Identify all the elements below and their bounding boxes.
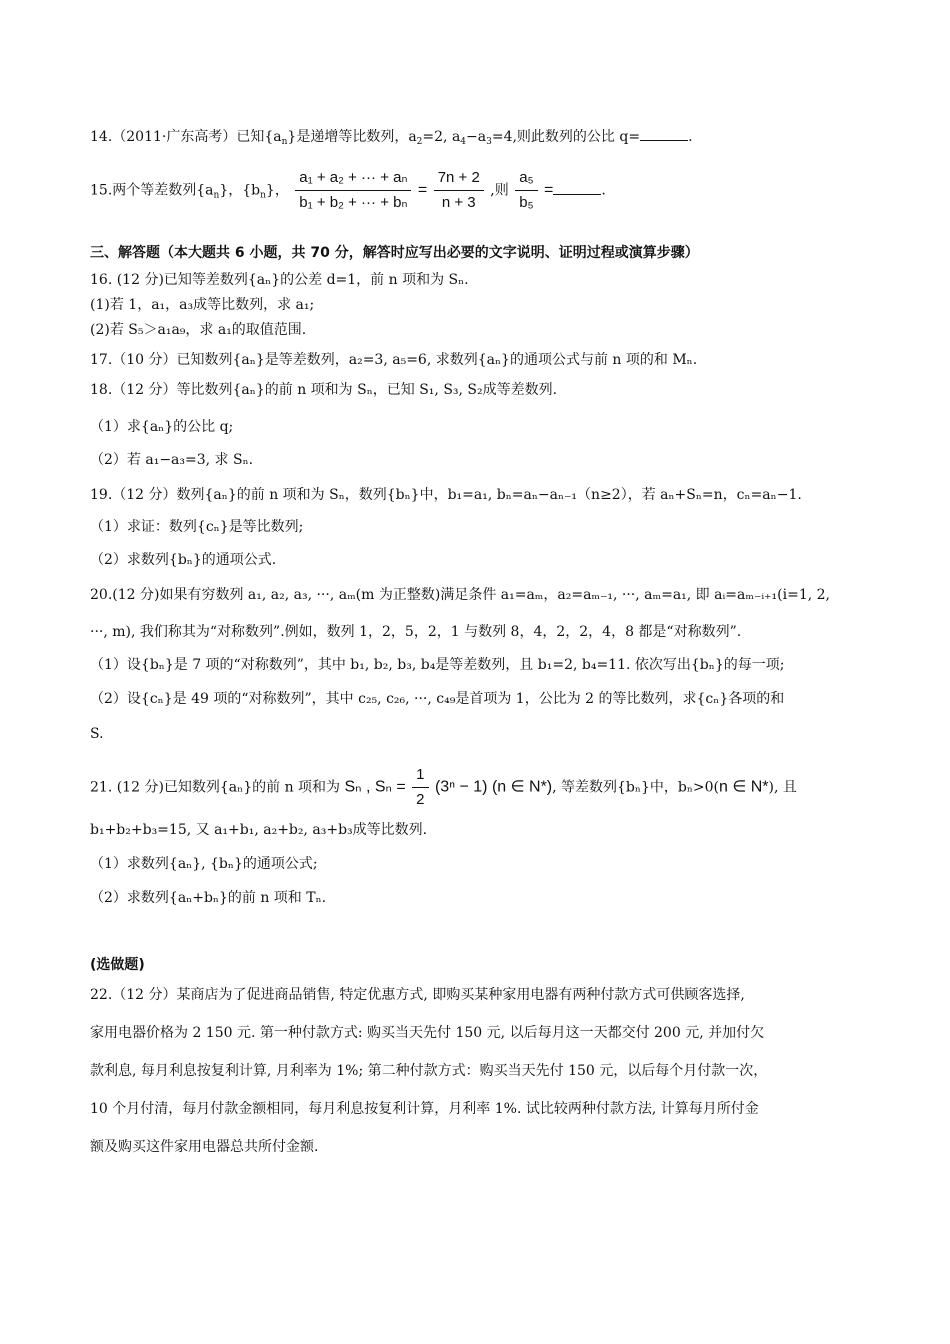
fraction-denominator: b₅ [519,194,534,211]
fraction-numerator: 7n + 2 [434,168,484,191]
optional-heading: (选做题) [90,957,145,973]
q15-text-c: }， [265,182,289,199]
q15-fraction-ratio [434,168,484,213]
section-heading: 三、解答题（本大题共 6 小题，共 70 分，解答时应写出必要的文字说明、证明过程或演算步骤） [90,245,699,261]
question-20-part-2: （2）设{cₙ}是 49 项的“对称数列”，其中 c₂₅, c₂₆, ···, c₄₉是首项为 1，公比为 2 的等比数列，求{cₙ}各项的和 [90,691,785,707]
question-21-part-1: （1）求数列{aₙ}, {bₙ}的通项公式; [90,856,318,872]
question-15: 15.两个等差数列$\{a_n\}$，$\{b_n\}$， $\frac{\text{a₁ + a₂ + ··· + aₙ}}{\text{b₁ + b₂ + ··· + bₙ}}$ = $\frac{7n + 2}{n + 3}$ ,则 $\frac{\text{a₅}}{\text{b₅}}$ = . [90,169,606,211]
question-20: 20.(12 分)如果有穷数列 a₁, a₂, a₃, ···, aₘ(m 为正整数)满足条件 a₁=aₘ，a₂=aₘ₋₁, ···, aₘ=a₁, 即 aᵢ=aₘ₋ᵢ₊₁(i=1, 2, [90,587,831,603]
answer-blank [640,128,688,141]
q15-end: . [601,182,606,199]
q21-mid: , 等差数列{bₙ}中，bₙ>0( [552,779,719,796]
q14-text-c: =2, a [422,129,461,145]
question-20-part-1: （1）设{bₙ}是 7 项的“对称数列”，其中 b₁, b₂, b₃, b₄是等差数列，且 b₁=2, b₄=11. 依次写出{bₙ}的每一项; [90,657,785,673]
question-18-part-2: （2）若 a₁−a₃=3, 求 Sₙ. [90,452,254,468]
question-18: 18.（12 分）等比数列{aₙ}的前 n 项和为 Sₙ，已知 S₁, S₃, S₂成等差数列. [90,382,558,398]
question-20-part-2-cont: S. [90,726,104,742]
question-22-cont-2: 款利息, 每月利息按复利计算, 月利率为 1%; 第二种付款方式：购买当天先付 150 元，以后每个月付款一次， [90,1063,768,1079]
q21-condition: (n ∈ N*) [491,778,553,796]
q21-expression: (3ⁿ − 1) [434,778,488,796]
question-16: 16. (12 分)已知等差数列{aₙ}的公差 d=1，前 n 项和为 Sₙ. [90,272,469,288]
q15-then: ,则 [490,182,509,199]
q15-fraction-sums [295,168,411,213]
answer-blank [553,182,601,195]
q21-sn-formula: Sₙ , Sₙ = [344,778,411,796]
fraction-numerator: 1 [412,765,428,788]
question-17: 17.（10 分）已知数列{aₙ}是等差数列，a₂=3, a₅=6, 求数列{aₙ}的通项公式与前 n 项的和 Mₙ. [90,352,698,368]
question-21-cont: b₁+b₂+b₃=15, 又 a₁+b₁, a₂+b₂, a₃+b₃成等比数列. [90,822,428,838]
question-19-part-2: （2）求数列{bₙ}的通项公式. [90,552,277,568]
question-16-part-1: (1)若 1，a₁，a₃成等比数列，求 a₁; [90,297,315,313]
q14-text-e: =4,则此数列的公比 q= [491,129,641,145]
question-22-cont-1: 家用电器价格为 2 150 元. 第一种付款方式: 购买当天先付 150 元, 以后每月这一天都交付 200 元, 并加付欠 [90,1025,765,1041]
q21-end: ), 且 [768,779,797,796]
q14-text-d: −a [466,129,487,145]
fraction-denominator: b₁ + b₂ + ··· + bₙ [299,194,408,211]
question-19-part-1: （1）求证：数列{cₙ}是等比数列; [90,519,304,535]
question-16-part-2: (2)若 S₅＞a₁a₉，求 a₁的取值范围. [90,322,307,338]
q14-end: . [688,129,693,145]
fraction-denominator: n + 3 [441,194,476,211]
q21-condition-2: n ∈ N* [718,778,769,796]
question-22: 22.（12 分）某商店为了促进商品销售, 特定优惠方式, 即购买某种家用电器有两种付款方式可供顾客选择, [90,987,745,1003]
q14-text-b: }是递增等比数列，a [287,129,417,145]
question-22-cont-4: 额及购买这件家用电器总共所付金额. [90,1139,319,1155]
question-18-part-1: （1）求{aₙ}的公比 q; [90,419,234,435]
q15-text-b: }，{b [219,182,261,199]
question-19: 19.（12 分）数列{aₙ}的前 n 项和为 Sₙ，数列{bₙ}中，b₁=a₁, bₙ=aₙ−aₙ₋₁（n≥2），若 aₙ+Sₙ=n，cₙ=aₙ−1. [90,487,802,503]
q21-text: 21. (12 分)已知数列{aₙ}的前 n 项和为 [90,779,341,796]
question-22-cont-3: 10 个月付清，每月付款金额相同，每月利息按复利计算，月利率 1%. 试比较两种付款方法, 计算每月所付金 [90,1101,759,1117]
q14-text: 14.（2011·广东高考）已知{a [90,129,282,145]
question-21-part-2: （2）求数列{aₙ+bₙ}的前 n 项和 Tₙ. [90,890,327,906]
q15-fraction-a5-b5 [515,168,537,213]
question-20-cont: ···, m), 我们称其为“对称数列”.例如，数列 1，2，5，2，1 与数列 8，4，2，2，4，8 都是“对称数列”. [90,624,742,640]
fraction-denominator: 2 [416,791,425,808]
fraction-numerator: a₁ + a₂ + ··· + aₙ [295,168,411,191]
question-14: 14.（2011·广东高考）已知$\{a_n\}$是递增等比数列，$a_2=2$, $a_4-a_3=4$,则此数列的公比 q= . [90,129,693,147]
q15-text: 15.两个等差数列{a [90,182,214,199]
q21-half-fraction [412,765,428,810]
question-21 [90,765,797,810]
fraction-numerator: a₅ [515,168,537,191]
